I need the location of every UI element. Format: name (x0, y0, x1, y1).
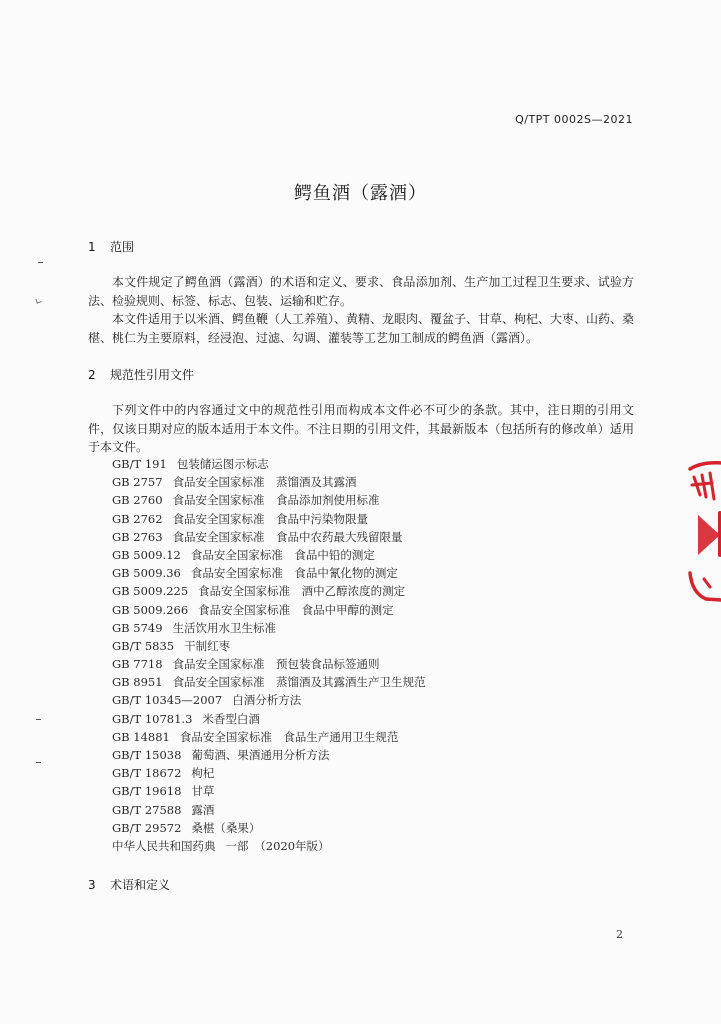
section-3-heading (88, 876, 170, 893)
reference-item (112, 510, 426, 528)
paragraph: 本文件规定了鳄鱼酒（露酒）的术语和定义、要求、食品添加剂、生产加工过程卫生要求、试验方法、检验规则、标签、标志、包装、运输和贮存。 (88, 275, 634, 308)
reference-name: 干制红枣 (184, 638, 231, 653)
reference-item (112, 819, 426, 837)
reference-code: GB/T 5835 (112, 638, 175, 653)
reference-name: 食品安全国家标准 蒸馏酒及其露酒生产卫生规范 (172, 675, 426, 690)
reference-item (112, 728, 426, 746)
reference-code: GB/T 18672 (112, 766, 182, 781)
section-title: 范围 (110, 240, 135, 254)
reference-item (112, 801, 426, 819)
reference-item (112, 655, 426, 673)
reference-name: 露酒 (191, 802, 215, 817)
section-number: 1 (88, 240, 96, 254)
reference-name: 食品安全国家标准 蒸馏酒及其露酒 (172, 475, 357, 490)
reference-name: 生活饮用水卫生标准 (172, 620, 277, 635)
reference-code: GB/T 27588 (112, 802, 182, 817)
reference-code: GB/T 29572 (112, 820, 182, 835)
document-title: 鳄鱼酒（露酒） (294, 183, 427, 204)
reference-item (112, 582, 426, 600)
section-number: 2 (88, 368, 96, 382)
paragraph: 本文件适用于以米酒、鳄鱼鞭（人工养殖）、黄精、龙眼肉、覆盆子、甘草、枸杞、大枣、山药、桑椹、桃仁为主要原料，经浸泡、过滤、勾调、灌装等工艺加工制成的鳄鱼酒（露酒）。 (88, 312, 635, 345)
reference-code: GB 2763 (112, 529, 163, 544)
reference-code: GB 5009.225 (112, 584, 189, 599)
section-title: 术语和定义 (110, 878, 171, 892)
section-title: 规范性引用文件 (110, 368, 195, 382)
reference-name: 米香型白酒 (202, 711, 260, 726)
reference-item (112, 691, 426, 709)
paragraph: 下列文件中的内容通过文中的规范性引用而构成本文件必不可少的条款。其中，注日期的引用文件，仅该日期对应的版本适用于本文件。不注日期的引用文件，其最新版本（包括所有的修改单）适用于本文件。 (88, 403, 634, 454)
reference-code: GB 5009.12 (112, 547, 181, 562)
reference-item (112, 746, 426, 764)
reference-code: 中华人民共和国药典 (112, 838, 216, 853)
section-1-heading (88, 238, 134, 255)
reference-name: 食品安全国家标准 食品中甲醇的测定 (198, 602, 394, 617)
reference-code: GB 7718 (112, 657, 163, 672)
reference-item (112, 710, 426, 728)
reference-item (112, 619, 426, 637)
reference-code: GB 14881 (112, 729, 170, 744)
reference-item (112, 473, 426, 491)
reference-item (112, 673, 426, 691)
section-1-body (88, 273, 634, 347)
page-number: 2 (616, 928, 623, 941)
reference-item (112, 546, 426, 564)
reference-code: GB 8951 (112, 675, 163, 690)
reference-code: GB 2760 (112, 493, 163, 508)
reference-item (112, 837, 426, 855)
reference-code: GB 5749 (112, 620, 163, 635)
reference-code: GB/T 15038 (112, 748, 182, 762)
reference-name: 食品安全国家标准 食品中污染物限量 (172, 511, 369, 526)
reference-code: GB 5009.266 (112, 602, 189, 617)
reference-name: 食品安全国家标准 食品添加剂使用标准 (172, 493, 380, 508)
reference-name: 包装储运图示标志 (176, 457, 269, 471)
section-2-heading (88, 366, 194, 383)
reference-code: GB 5009.36 (112, 566, 181, 581)
reference-name: 葡萄酒、果酒通用分析方法 (191, 748, 330, 762)
section-number: 3 (88, 878, 96, 892)
reference-name: 桑椹（桑果） (191, 820, 261, 835)
reference-item (112, 564, 426, 582)
scan-mark (38, 262, 43, 263)
reference-list (112, 455, 426, 855)
reference-code: GB/T 191 (112, 457, 167, 471)
reference-item (112, 491, 426, 509)
reference-name: 白酒分析方法 (232, 693, 302, 708)
reference-name: 食品安全国家标准 食品生产通用卫生规范 (179, 729, 399, 744)
reference-name: 食品安全国家标准 食品中铅的测定 (190, 547, 375, 562)
document-code: Q/TPT 0002S—2021 (515, 113, 633, 126)
reference-item (112, 455, 426, 473)
reference-item (112, 601, 426, 619)
reference-name: 食品安全国家标准 预包装食品标签通则 (172, 657, 380, 672)
red-seal-stamp (676, 455, 721, 615)
reference-name: 食品安全国家标准 食品中农药最大残留限量 (172, 529, 403, 544)
reference-code: GB 2762 (112, 511, 163, 526)
scan-mark (36, 719, 41, 720)
scan-mark (35, 297, 41, 303)
reference-name: 一部 （2020年版） (225, 838, 330, 853)
reference-item (112, 637, 426, 655)
reference-code: GB/T 10781.3 (112, 711, 193, 726)
section-2-body (88, 401, 634, 457)
reference-name: 食品安全国家标准 酒中乙醇浓度的测定 (198, 584, 406, 599)
reference-name: 甘草 (191, 784, 215, 799)
reference-code: GB 2757 (112, 475, 163, 490)
reference-name: 食品安全国家标准 食品中氰化物的测定 (190, 566, 398, 581)
reference-code: GB/T 10345—2007 (112, 693, 223, 708)
reference-name: 枸杞 (191, 766, 215, 781)
reference-item (112, 782, 426, 800)
reference-item (112, 528, 426, 546)
reference-item (112, 764, 426, 782)
reference-code: GB/T 19618 (112, 784, 182, 799)
scan-mark (36, 762, 41, 763)
